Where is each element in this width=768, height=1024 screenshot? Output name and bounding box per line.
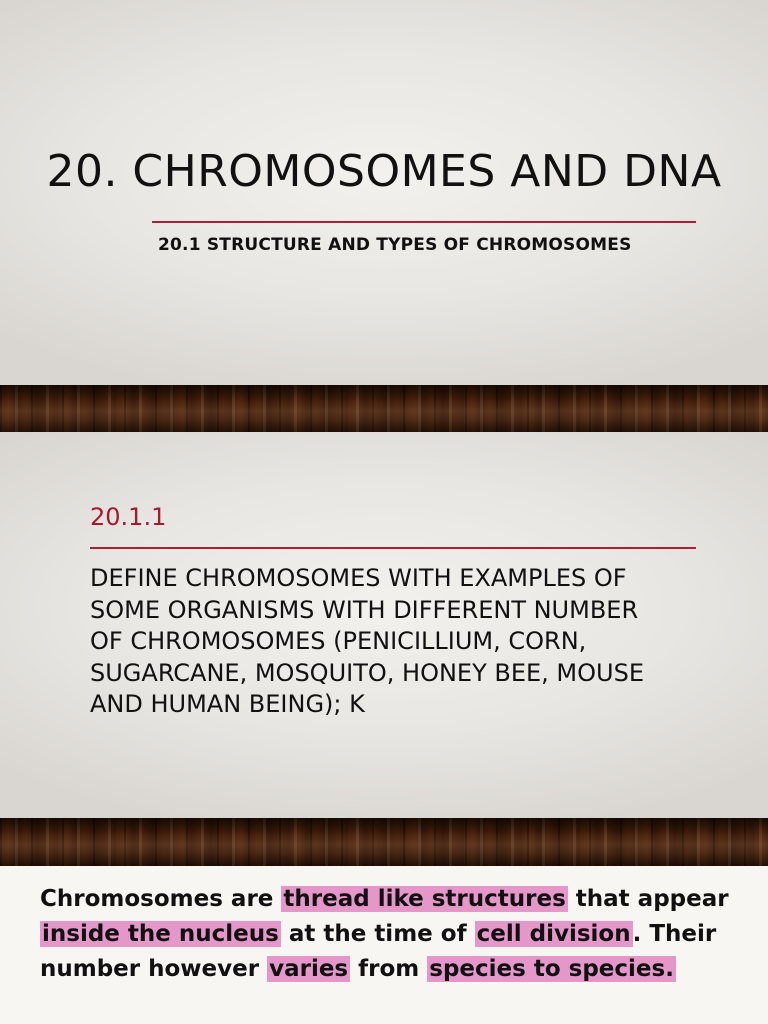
content-slide [0,866,768,1024]
highlighted-phrase: cell division [476,921,631,947]
title-slide [0,0,768,385]
definition-paragraph [40,882,760,987]
objective-line: SUGARCANE, MOSQUITO, HONEY BEE, MOUSE [90,658,644,687]
objective-line: AND HUMAN BEING); K [90,690,365,718]
highlighted-phrase: inside the nucleus [42,921,279,947]
chapter-subtitle: 20.1 STRUCTURE AND TYPES OF CHROMOSOMES [158,235,632,255]
text-segment: that appear [567,886,729,912]
section-divider [90,547,696,549]
text-segment: from [350,956,428,982]
wood-floor-divider [0,818,768,866]
highlighted-phrase: species to species. [429,956,674,982]
text-segment: Chromosomes are [40,886,282,912]
highlighted-phrase: varies [269,956,349,982]
section-number: 20.1.1 [90,503,167,531]
title-divider [152,221,696,223]
chapter-title: 20. CHROMOSOMES AND DNA [46,146,722,197]
objective-line: DEFINE CHROMOSOMES WITH EXAMPLES OF [90,564,627,592]
objective-line: OF CHROMOSOMES (PENICILLIUM, CORN, [90,627,587,655]
text-segment: . Their number however [40,921,717,982]
highlighted-phrase: thread like structures [283,886,566,912]
wood-floor-divider [0,385,768,433]
text-segment: at the time of [280,921,475,947]
objective-line: SOME ORGANISMS WITH DIFFERENT NUMBER [90,595,639,624]
objective-slide [0,432,768,818]
objective-text [90,563,730,721]
